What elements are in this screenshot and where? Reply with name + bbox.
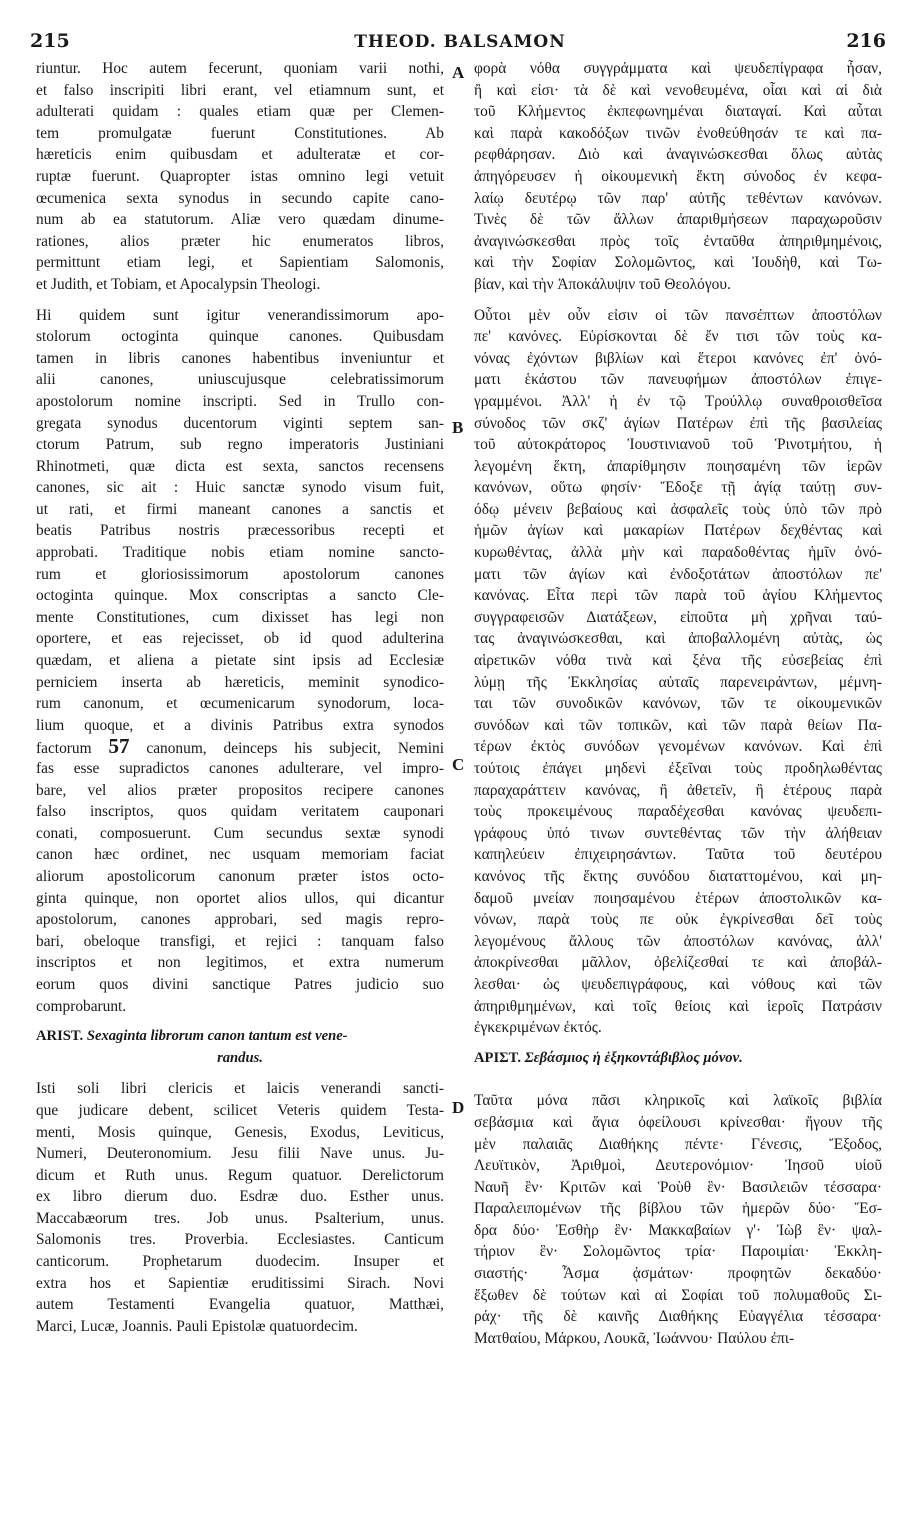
greek-text-line: κανόνας. Εἶτα περὶ τῶν παρὰ τοῦ ἁγίου Κλήμεντος bbox=[474, 587, 882, 605]
greek-text-line: ἀναγινώσκεσθαι πρὸς τοῖς ἐνταῦθα ἀπηριθμημένοις, bbox=[474, 232, 882, 250]
latin-paragraph-3 bbox=[36, 1078, 444, 1337]
latin-text-line: Isti soli libri clericis et laicis venerandi sancti- bbox=[36, 1080, 444, 1098]
greek-text-line: Ταῦτα μόνα πᾶσι κληρικοῖς καὶ λαϊκοῖς βιβλία bbox=[474, 1092, 882, 1110]
greek-text-line: καὶ τὴν Σοφίαν Σολομῶντος, καὶ Ἰουδὴθ, καὶ Τω- bbox=[474, 254, 882, 272]
latin-text-line: bare, vel alios præter propositos recipere canones bbox=[36, 781, 444, 799]
greek-text-line: καὶ παρὰ κακοδόξων τινῶν ἐνοθεύθησάν τε καὶ πα- bbox=[474, 124, 882, 142]
latin-text-line: num ab ea statutorum. Aliæ vero quædam dinume- bbox=[36, 211, 444, 229]
latin-text-line: riuntur. Hoc autem fecerunt, quoniam varii nothi, bbox=[36, 60, 444, 77]
greek-text-line: λύμῃ τῆς Ἐκκλησίας αὐταῖς παρενειράντων, μέμνη- bbox=[474, 673, 882, 691]
greek-text-line: Παραλειπομένων τῆς βίβλου τῶν ἡμερῶν δύο· Ἔσ- bbox=[474, 1200, 882, 1218]
greek-text-line: κανόνων, οὕτω φησίν· Ἔδοξε τῇ ἁγίᾳ ταύτῃ συν- bbox=[474, 479, 882, 497]
greek-text-line: Οὗτοι μὲν οὖν εἰσιν οἱ τῶν πανσέπτων ἀποστόλων bbox=[474, 306, 882, 324]
latin-text-line: Rhinotmeti, quæ dicta est sexta, sanctos recensens bbox=[36, 457, 444, 475]
greek-heading-text: Σεβάσμιος ἡ ἑξηκοντάβιβλος μόνον. bbox=[524, 1049, 743, 1066]
greek-text-line: τήριον ἓν· Σολομῶντος τρία· Παροιμίαι· Ἐκκλη- bbox=[474, 1243, 882, 1261]
latin-text-line: que judicare debent, scilicet Veteris quidem Testa- bbox=[36, 1101, 444, 1119]
latin-text-line: permittunt etiam legi, et Sapientiam Salomonis, bbox=[36, 254, 444, 272]
page-number-left: 215 bbox=[30, 30, 70, 52]
greek-text-line: τοῦ αὐτοκράτορος Ἰουστινιανοῦ τοῦ Ῥινοτμήτου, ἡ bbox=[474, 436, 882, 454]
greek-text-line: μὲν παλαιᾶς Διαθήκης πέντε· Γένεσις, Ἔξοδος, bbox=[474, 1135, 882, 1153]
latin-text-line: apostolorum nomine inscripti. Sed in Trullo con- bbox=[36, 392, 444, 410]
greek-text-line: Λευϊτικὸν, Ἀριθμοὶ, Δευτερονόμιον· Ἰησοῦ υἱοῦ bbox=[474, 1157, 882, 1175]
greek-text-line: ἢ καὶ εἰσι· τὰ δὲ καὶ νενοθευμένα, οἷαι καὶ αἱ διὰ bbox=[474, 81, 882, 99]
greek-text-line: σεβάσμια καὶ ἅγια ὀφείλουσι κρίνεσθαι· ἤγουν τῆς bbox=[474, 1113, 882, 1131]
margin-marker-a: A bbox=[452, 63, 465, 82]
page-header bbox=[0, 30, 920, 54]
margin-marker-d: D bbox=[452, 1098, 465, 1117]
latin-column bbox=[36, 58, 444, 1337]
latin-text-line: rum canonum, et œcumenicarum synodorum, loca- bbox=[36, 695, 444, 713]
greek-text-line: κυρωθέντας, ἀλλὰ μὴν καὶ παραδοθέντας ἡμῖν ὀνό- bbox=[474, 544, 882, 562]
margin-marker-b: B bbox=[452, 418, 464, 437]
latin-text-line: Maccabæorum tres. Job unus. Psalterium, unus. bbox=[36, 1209, 444, 1227]
latin-text-line: et Judith, et Tobiam, et Apocalypsin Theologi. bbox=[36, 275, 321, 293]
greek-heading-label: ΑΡΙΣΤ. bbox=[474, 1049, 521, 1066]
greek-text-line: τοῦ Κλήμεντος ἐκπεφωνημέναι διαταγαί. Καὶ αὗται bbox=[474, 103, 882, 121]
greek-text-line: γράφους ὑπό τινων συντεθέντας τῶν τὴν ἀλήθειαν bbox=[474, 824, 882, 842]
latin-text-line: octoginta quinque. Mox conscriptas a sancto Cle- bbox=[36, 587, 444, 605]
latin-text-line: extra hos et Sapientiæ eruditissimi Sirach. Novi bbox=[36, 1274, 444, 1292]
greek-text-line: δρα δύο· Ἐσθὴρ ἓν· Μακκαβαίων γ'· Ἰὼβ ἓν· ψαλ- bbox=[474, 1221, 882, 1239]
greek-text-line: αἱρετικῶν νόθα τινὰ καὶ ξένα τῆς εὐσεβείας ἐπὶ bbox=[474, 652, 882, 670]
latin-text-line: et falso inscripiti libri erant, vel etiamnum sunt, et bbox=[36, 81, 444, 99]
page-number-right: 216 bbox=[846, 30, 886, 52]
latin-text-line: comprobarunt. bbox=[36, 997, 127, 1015]
latin-text-line: tem promulgatæ fuerunt Constitutiones. Ab bbox=[36, 124, 444, 142]
latin-text-line: rationes, alios præter hic enumeratos libros, bbox=[36, 232, 444, 250]
greek-text-line: τούτοις ἐπάγει μηδενὶ ἐξεῖναι τοὺς προδηλωθέντας bbox=[474, 760, 882, 777]
latin-text-line: quædam, et aliena a pietate sint ipsis ad Ecclesiæ bbox=[36, 652, 444, 670]
latin-heading-continuation: randus. bbox=[217, 1049, 263, 1066]
greek-text-line: συγγραφεισῶν Διατάξεων, εἰποῦτα μὴ χρῆναι ταύ- bbox=[474, 608, 882, 626]
greek-column bbox=[474, 58, 882, 1349]
latin-text-line: ruptæ fuerunt. Quapropter istas omnino legi vetuit bbox=[36, 167, 444, 185]
greek-text-line: ἀπηριθμημένων, καὶ τοῖς θείοις καὶ ἱεροῖς Πατράσιν bbox=[474, 997, 882, 1015]
greek-text-line: ἡμῶν ἁγίων καὶ μακαρίων Πατέρων δεχθέντας καὶ bbox=[474, 522, 882, 540]
greek-text-line: βίαν, καὶ τὴν Ἀποκάλυψιν τοῦ Θεολόγου. bbox=[474, 275, 731, 293]
latin-text-line: tamen in libris canones habentibus inveniuntur et bbox=[36, 349, 444, 367]
greek-text-line: Ναυῆ ἓν· Κριτῶν καὶ Ῥοὺθ ἓν· Βασιλειῶν τέσσαρα· bbox=[474, 1178, 882, 1196]
greek-text-line: ἀπηγόρευσεν ἡ οἰκουμενικὴ ἕκτη σύνοδος ἐν κεφα- bbox=[474, 167, 882, 185]
latin-text-line: dicum et Ruth unus. Regum quatuor. Derelictorum bbox=[36, 1166, 444, 1184]
latin-text-line: canon hæc ordinet, nec usquam memoriam faciat bbox=[36, 846, 444, 864]
latin-text-line: lium quoque, et a divinis Patribus extra synodos bbox=[36, 716, 444, 734]
latin-paragraph-1 bbox=[36, 58, 444, 296]
greek-text-line: τας ἀναγινώσκεσθαι, καὶ ἀποβαλλομένη αὐτὰς, ὡς bbox=[474, 630, 882, 648]
latin-text-line: beatis Patribus nostris præcessoribus recepti et bbox=[36, 522, 444, 540]
greek-paragraph-3 bbox=[474, 1090, 882, 1349]
greek-text-line: ματι ἑκάστου τῶν πανευφήμων ἀποστόλων ἐπιγε- bbox=[474, 371, 882, 389]
latin-text-line: bari, obeloque transfigi, et rejici : tanquam falso bbox=[36, 932, 444, 950]
greek-text-line: συνόδων καὶ τῶν τοπικῶν, καὶ τῶν παρὰ θείων Πα- bbox=[474, 716, 882, 734]
latin-text-line: menti, Mosis quinque, Genesis, Exodus, Leviticus, bbox=[36, 1123, 444, 1141]
greek-text-line: Ματθαίου, Μάρκου, Λουκᾶ, Ἰωάννου· Παύλου ἐπι- bbox=[474, 1329, 795, 1347]
latin-text-line: adulterati quidam : quales etiam quæ per Clemen- bbox=[36, 103, 444, 121]
latin-text-line: factorum 57 canonum, deinceps his subjecit, Nemini bbox=[36, 736, 444, 758]
latin-text-line: ut rati, et firmi maneant canones a sanctis et bbox=[36, 500, 444, 518]
latin-text-line: ginta quinque, non oportet alios ullos, qui dicantur bbox=[36, 889, 444, 907]
latin-text-line: Marci, Lucæ, Joannis. Pauli Epistolæ quatuordecim. bbox=[36, 1317, 358, 1335]
greek-text-line: λεγομένη ἕκτη, ἀπαρίθμησιν ποιησαμένη τῶν ἱερῶν bbox=[474, 457, 882, 475]
latin-text-line: stolorum octoginta quinque canones. Quibusdam bbox=[36, 328, 444, 346]
latin-text-line: canticorum. Prophetarum duodecim. Insuper et bbox=[36, 1253, 444, 1271]
latin-text-line: conati, composuerunt. Cum secundus sextæ synodi bbox=[36, 824, 444, 842]
latin-text-line: fas esse supradictos canones adulterare, vel impro- bbox=[36, 760, 444, 777]
latin-text-line: rum et gloriosissimorum apostolorum canones bbox=[36, 565, 444, 583]
greek-text-line: ἀποκρίνεσθαι μᾶλλον, ὀβελίζεσθαί τε καὶ ἀποβάλ- bbox=[474, 954, 882, 972]
greek-heading bbox=[474, 1048, 882, 1070]
latin-heading bbox=[36, 1026, 444, 1048]
greek-text-line: τοὺς προκειμένους παραδέχεσθαι κανόνας ψευδεπι- bbox=[474, 803, 882, 821]
latin-text-line: inscriptos et non legitimos, et extra numerum bbox=[36, 954, 444, 972]
latin-text-line: mente Constitutiones, cum dixisset has legi non bbox=[36, 608, 444, 626]
latin-text-line: alii canones, uniuscujusque celebratissimorum bbox=[36, 371, 444, 389]
latin-text-line: approbati. Traditique nobis etiam nomine sancto- bbox=[36, 544, 444, 562]
latin-text-line: autem Testamenti Evangelia quatuor, Matthæi, bbox=[36, 1296, 444, 1314]
latin-text-line: Numeri, Deuteronomium. Jesu filii Nave unus. Ju- bbox=[36, 1145, 444, 1163]
greek-text-line: φορὰ νόθα συγγράμματα καὶ ψευδεπίγραφα ἦσαν, bbox=[474, 60, 882, 77]
latin-text-line: eorum quos divini sanctique Patres judicio suo bbox=[36, 975, 444, 993]
latin-text-line: aliorum apostolicorum canonum præter istos octo- bbox=[36, 867, 444, 885]
greek-text-line: λεσθαι· ὡς ψευδεπιγράφους, καὶ νόθους καὶ τῶν bbox=[474, 975, 882, 993]
greek-text-line: τέρων ἐκτὸς συνόδων γενομένων κανόνων. Καὶ ἐπὶ bbox=[474, 738, 882, 756]
greek-text-line: ρεφθάρησαν. Διὸ καὶ ἀναγινώσκεσθαι ὅλως αὐτὰς bbox=[474, 146, 882, 164]
greek-text-line: κανόνος τῆς ἕκτης συνόδου διαταττομένου, καὶ μη- bbox=[474, 867, 882, 885]
latin-paragraph-2 bbox=[36, 305, 444, 1018]
latin-text-line: apostolorum, canones approbari, sed magis repro- bbox=[36, 911, 444, 929]
greek-text-line: σιαστής· Ἆσμα ᾀσμάτων· προφητῶν δεκαδύο· bbox=[474, 1265, 882, 1283]
greek-text-line: σύνοδος τῶν σκζ' ἁγίων Πατέρων ἐπὶ τῆς βασιλείας bbox=[474, 414, 882, 432]
latin-text-line: canones, sic ait : Huic sanctæ synodo visum fuit, bbox=[36, 479, 444, 497]
latin-text-line: Hi quidem sunt igitur venerandissimorum apo- bbox=[36, 306, 444, 324]
margin-marker-c: C bbox=[452, 755, 465, 774]
running-title: THEOD. BALSAMON bbox=[354, 32, 566, 52]
greek-text-line: Τινὲς δὲ τῶν ἄλλων ἀπαριθμήσεων παραχωροῦσιν bbox=[474, 211, 882, 229]
latin-text-line: falso inscriptos, quos quidam veritatem cauponari bbox=[36, 803, 444, 821]
latin-text-line: ex libro dierum duo. Esdræ duo. Esther unus. bbox=[36, 1188, 444, 1206]
greek-text-line: όδῳ μένειν βεβαίους καὶ ἀσφαλεῖς τοὺς ὑπὸ τῶν πρὸ bbox=[474, 500, 882, 518]
latin-text-line: œcumenica sexta synodus in secundo capite cano- bbox=[36, 189, 444, 207]
greek-text-line: νόνων, παρὰ τοὺς πε οὐκ ἐγκρίνεσθαι δεῖ τοὺς bbox=[474, 911, 882, 929]
greek-text-line: πε' κανόνες. Εὑρίσκονται δὲ ἔν τισι τῶν τοὺς κα- bbox=[474, 328, 882, 346]
latin-text-line: perniciem inserta ab hæreticis, meminit synodico- bbox=[36, 673, 444, 691]
latin-heading-text: Sexaginta librorum canon tantum est vene- bbox=[86, 1028, 348, 1045]
latin-heading-label: ARIST. bbox=[36, 1028, 84, 1045]
greek-text-line: ράχ· τῆς δὲ καινῆς Διαθήκης Εὐαγγέλια τέσσαρα· bbox=[474, 1308, 882, 1326]
greek-text-line: δαμοῦ μνείαν ποιησαμένου ἑτέρων ἀποστολικῶν κα- bbox=[474, 889, 882, 907]
greek-text-line: νόνας ἐχόντων βιβλίων καὶ ἕτεροι κανόνες ἐπ' ὀνό- bbox=[474, 349, 882, 367]
greek-text-line: ται τῶν συνοδικῶν κανόνων, τῶν τε οἰκουμενικῶν bbox=[474, 695, 882, 713]
greek-paragraph-1 bbox=[474, 58, 882, 296]
greek-text-line: λεγομένους ἄλλους τῶν ἀποστόλων κανόνας, ἀλλ' bbox=[474, 932, 882, 950]
latin-text-line: oportere, et eas rejecisset, ob id quod adulterina bbox=[36, 630, 444, 648]
latin-text-line: hæreticis enim quibusdam et adulteratæ et cor- bbox=[36, 146, 444, 164]
greek-paragraph-2 bbox=[474, 305, 882, 1039]
greek-text-line: ματι τῶν ἁγίων καὶ ἐνδοξοτάτων ἀποστόλων πε' bbox=[474, 565, 882, 583]
greek-text-line: ἔξωθεν δὲ τούτων καὶ αἱ Σοφίαι τοῦ πολυμαθοῦς Σι- bbox=[474, 1286, 882, 1304]
latin-text-line: ctorum Patrum, sub regno imperatoris Justiniani bbox=[36, 436, 444, 454]
greek-text-line: παραχαράττειν κανόνας, ἢ ἀθετεῖν, ἢ ἑτέρους παρὰ bbox=[474, 781, 882, 799]
greek-text-line: γραμμένοι. Ἀλλ' ἡ ἐν τῷ Τρούλλῳ συναθροισθεῖσα bbox=[474, 392, 882, 410]
greek-text-line: λαίῳ δευτέρῳ τῶν παρ' αὐτῆς τεθέντων κανόνων. bbox=[474, 189, 882, 207]
latin-text-line: Salomonis tres. Proverbia. Ecclesiastes. Canticum bbox=[36, 1231, 444, 1249]
greek-text-line: καπηλεύειν ἐπιχειρησάντων. Ταῦτα τοῦ δευτέρου bbox=[474, 846, 882, 864]
greek-text-line: ἐγκεκριμένων ἐκτός. bbox=[474, 1019, 602, 1037]
latin-text-line: gregata synodus ducentorum viginti septem san- bbox=[36, 414, 444, 432]
